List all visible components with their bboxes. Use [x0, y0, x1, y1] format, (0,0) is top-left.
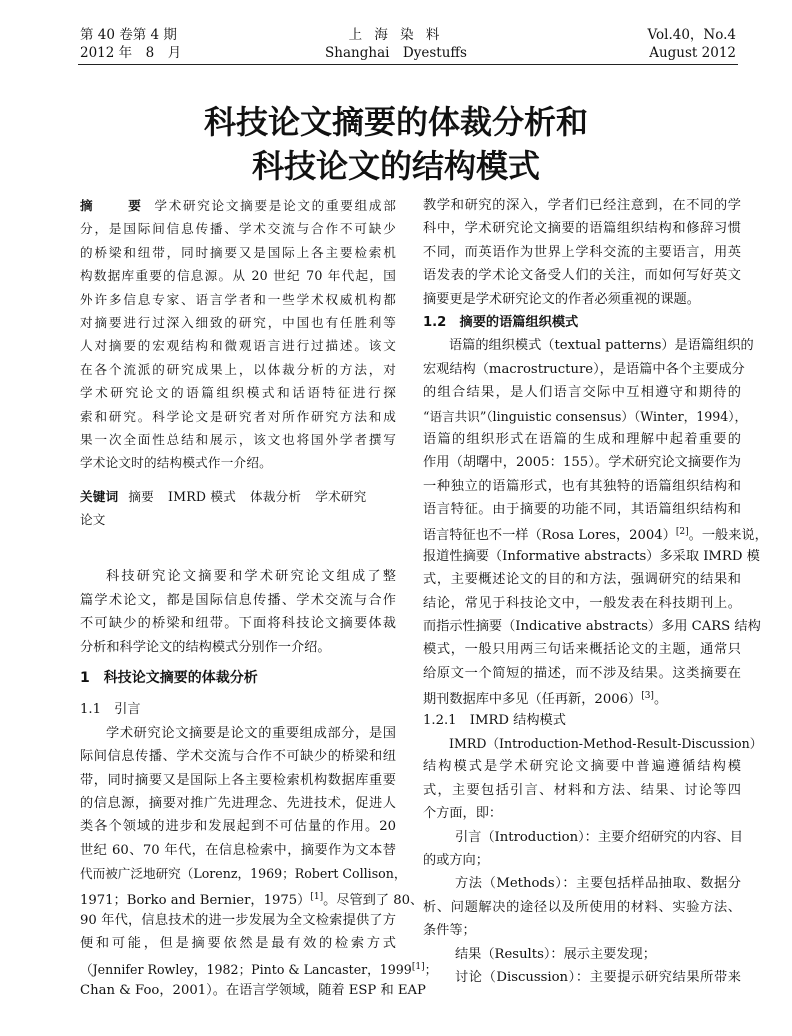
- subsubsection-heading: 1.2.1 IMRD 结构模式: [423, 712, 566, 728]
- body-line: 式，主要概述论文的目的和方法，强调研究的结果和: [423, 572, 741, 588]
- list-item-discussion: 讨论（Discussion）：主要提示研究结果所带来: [455, 969, 741, 985]
- running-header-right: [647, 26, 736, 62]
- issue-cn: 第 40 卷第 4 期: [80, 27, 177, 43]
- intro-line: 科技研究论文摘要和学术研究论文组成了整: [106, 569, 396, 585]
- body-line: 给原文一个简短的描述，而不涉及结果。这类摘要在: [423, 665, 741, 681]
- body-line: 际间信息传播、学术交流与合作不可缺少的桥梁和纽: [80, 749, 396, 765]
- keywords-line: [80, 485, 396, 508]
- body-line: 期刊数据库中多见（任再新，2006）[3]。: [423, 691, 668, 708]
- right-column: [423, 194, 768, 989]
- body-line: IMRD（Introduction-Method-Result-Discussion）: [449, 735, 763, 751]
- intro-line: 不可缺少的桥梁和纽带。下面将科技论文摘要体裁: [80, 616, 396, 632]
- citation-ref: [3]: [641, 691, 654, 702]
- body-line: 式，主要包括引言、材料和方法、结果、讨论等四: [423, 782, 741, 798]
- body-line: 语篇的组织模式（textual patterns）是语篇组织的: [449, 338, 754, 354]
- body-line: “语言共识”（linguistic consensus）（Winter，1994），: [423, 408, 748, 424]
- body-line: 带，同时摘要又是国际上各主要检索机构数据库重要: [80, 772, 396, 788]
- body-line: 90 年代，信息技术的进一步发展为全文检索提供了方: [80, 912, 396, 928]
- list-item-intro: 引言（Introduction）：主要介绍研究的内容、目: [455, 829, 743, 845]
- body-line: Chan & Foo，2001）。在语言学领域，随着 ESP 和 EAP: [80, 983, 426, 999]
- list-item-method-cont: 条件等；: [423, 923, 476, 939]
- body-line: 而指示性摘要（Indicative abstracts）多用 CARS 结构: [423, 619, 761, 635]
- keyword: 学术研究: [315, 488, 367, 504]
- list-item-method-cont: 析、问题解决的途径以及所使用的材料、实验方法、: [423, 899, 741, 915]
- body-line: 模式，一般只用两三句话来概括论文的主题，通常只: [423, 642, 741, 658]
- subsection-heading: 1.2 摘要的语篇组织模式: [423, 314, 579, 330]
- body-line: 报道性摘要（Informative abstracts）多采取 IMRD 模: [423, 548, 760, 564]
- abstract-line: 分，是国际间信息传播、学术交流与合作不可缺少: [80, 221, 396, 237]
- body-line: 语发表的学术论文备受人们的关注，而如何写好英文: [423, 268, 741, 284]
- abstract-line: 摘 要 学术研究论文摘要是论文的重要组成部: [80, 198, 397, 213]
- journal-name-cn: 上 海 染 料: [348, 27, 444, 43]
- body-line: 的信息源，摘要对推广先进理念、先进技术，促进人: [80, 795, 396, 811]
- left-column: [80, 194, 438, 1003]
- journal-name-en: Shanghai Dyestuffs: [325, 45, 467, 61]
- body-line: 语言特征。由于摘要的功能不同，其语篇组织结构和: [423, 502, 741, 518]
- citation-ref: [1]: [411, 961, 425, 972]
- keywords-continued: 论文: [80, 512, 106, 528]
- abstract-line: 果一次全面性总结和展示，该文也将国外学者撰写: [80, 431, 396, 447]
- date-cn: 2012 年 8 月: [80, 45, 182, 61]
- body-line: 代而被广泛地研究（Lorenz，1969；Robert Collison，: [80, 866, 407, 882]
- intro-line: 篇学术论文，都是国际信息传播、学术交流与合作: [80, 592, 396, 608]
- volume-en: Vol.40，No.4: [647, 27, 736, 43]
- list-item-intro-cont: 的或方向；: [423, 852, 489, 868]
- abstract-line: 索和研究。科学论文是研究者对所作研究方法和成: [80, 408, 396, 424]
- intro-line: 分析和科学论文的结构模式分别作一介绍。: [80, 639, 331, 655]
- body-line: 宏观结构（macrostructure），是语篇中各个主要成分: [423, 361, 745, 377]
- citation-ref: [2]: [675, 527, 689, 538]
- body-line: 1971；Borko and Bernier，1975）[1]。尽管到了 80、: [80, 891, 424, 908]
- keyword: IMRD 模式: [167, 488, 237, 504]
- abstract-line: 构数据库重要的信息源。从 20 世纪 70 年代起，国: [80, 268, 396, 284]
- header-rule: [78, 64, 738, 65]
- body-line: 教学和研究的深入，学者们已经注意到，在不同的学: [423, 198, 741, 213]
- abstract-line: 对摘要进行过深入细致的研究，中国也有任胜利等: [80, 314, 396, 330]
- body-line: 一种独立的语篇形式，也有其独特的语篇组织结构和: [423, 478, 741, 494]
- abstract-line: 的桥梁和纽带，同时摘要又是国际上各主要检索机: [80, 244, 396, 260]
- abstract-line: 在各个流派的研究成果上，以体裁分析的方法，对: [80, 361, 396, 377]
- body-line: 科中，学术研究论文摘要的语篇组织结构和修辞习惯: [423, 221, 741, 237]
- body-line: 作用（胡曙中，2005：155）。学术研究论文摘要作为: [423, 455, 741, 471]
- keyword: 摘要: [128, 488, 154, 504]
- body-line: 的组合结果，是人们语言交际中互相遵守和期待的: [423, 385, 741, 401]
- body-line: 摘要更是学术研究论文的作者必须重视的课题。: [423, 291, 700, 307]
- body-line: 结构模式是学术研究论文摘要中普遍遵循结构模: [423, 759, 741, 775]
- body-line: 语言特征也不一样（Rosa Lores，2004）[2]。一般来说，: [423, 527, 768, 544]
- date-en: August 2012: [649, 45, 736, 61]
- body-line: （Jennifer Rowley，1982；Pinto & Lancaster，1999[1]；: [80, 961, 438, 977]
- body-line: 世纪 60、70 年代，在信息检索中，摘要作为文本替: [80, 842, 396, 858]
- list-item-result: 结果（Results）：展示主要发现；: [455, 946, 656, 962]
- list-item-method: 方法（Methods）：主要包括样品抽取、数据分: [455, 876, 741, 892]
- keyword: 体裁分析: [250, 488, 302, 504]
- body-line: 结论，常见于科技论文中，一般发表在科技期刊上。: [423, 595, 741, 611]
- citation-ref: [1]: [310, 891, 324, 902]
- abstract-line: 外许多信息专家、语言学者和一些学术权威机构都: [80, 291, 396, 307]
- abstract-line: 学术论文时的结构模式作一介绍。: [80, 455, 272, 471]
- abstract-label: 摘 要: [80, 198, 153, 213]
- body-line: 个方面，即：: [423, 806, 503, 822]
- abstract-line: 人对摘要的宏观结构和微观语言进行过描述。该文: [80, 338, 396, 354]
- body-line: 语篇的组织形式在语篇的生成和理解中起着重要的: [423, 431, 741, 447]
- paper-title-line-2: 科技论文的结构模式: [251, 147, 540, 185]
- section-heading: 1 科技论文摘要的体裁分析: [80, 670, 258, 687]
- body-line: 便和可能，但是摘要依然是最有效的检索方式: [80, 936, 396, 952]
- abstract-line: 学术研究论文的语篇组织模式和话语特征进行探: [80, 385, 396, 401]
- paper-title-line-1: 科技论文摘要的体裁分析和: [203, 103, 588, 141]
- body-line: 学术研究论文摘要是论文的重要组成部分，是国: [106, 725, 396, 741]
- subsection-heading: 1.1 引言: [80, 702, 141, 718]
- keywords-label: 关键词: [80, 488, 119, 504]
- body-line: 类各个领域的进步和发展起到不可估量的作用。20: [80, 819, 396, 835]
- body-line: 不同，而英语作为世界上学科交流的主要语言，用英: [423, 244, 741, 260]
